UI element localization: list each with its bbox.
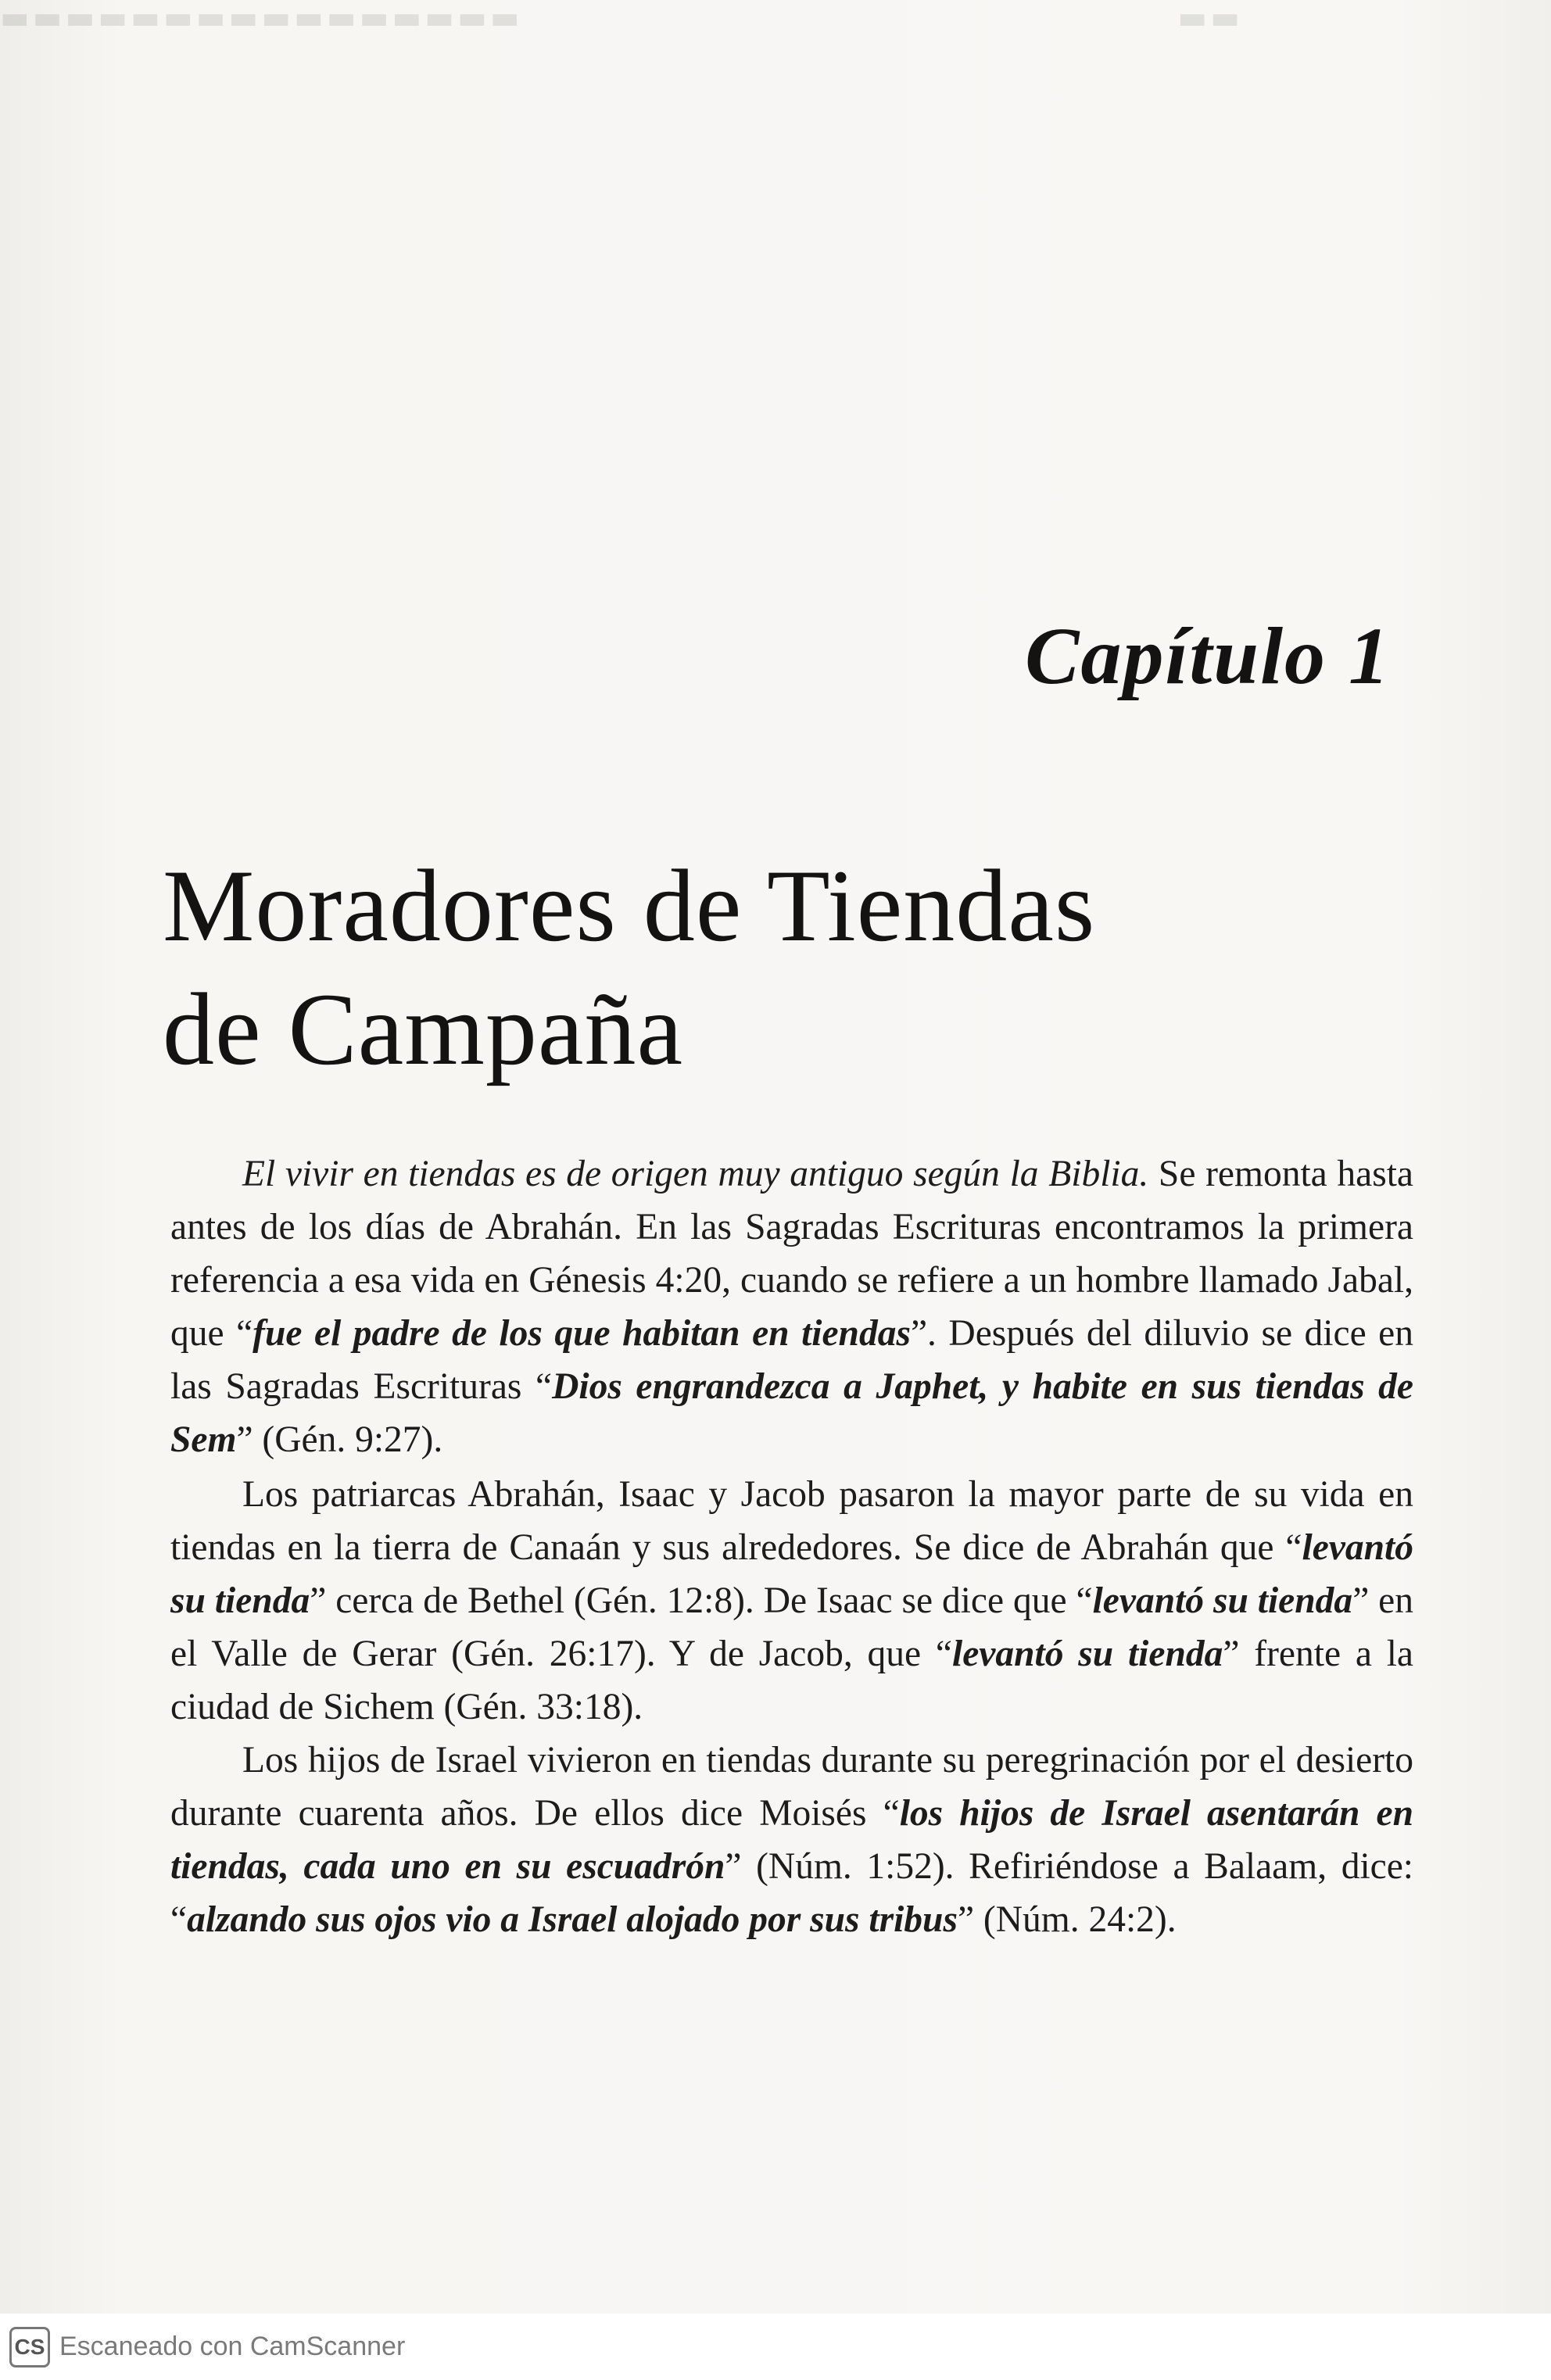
text-segment: Los hijos de Israel vivieron en tiendas durante su peregrinación por el desierto durante cuarenta años. De ellos dice Moisés “ [170,1740,1413,1834]
chapter-title-line-1: Moradores de Tiendas [163,848,1096,963]
text-segment: El vivir en tiendas es de origen muy antiguo según la Biblia. [242,1154,1149,1194]
quote-segment: levantó su tienda [1092,1580,1353,1621]
text-segment: ” cerca de Bethel (Gén. 12:8). De Isaac se dice que “ [310,1580,1093,1621]
paragraph-3 [170,1734,1413,1946]
paragraph-1 [170,1147,1413,1466]
text-segment: ”. Después del diluvio se dice en las Sagradas Escrituras “ [170,1313,1413,1407]
chapter-title [163,844,1413,1091]
text-segment: ” en el Valle de Gerar (Gén. 26:17). Y de Jacob, que “ [170,1580,1414,1674]
body-text [170,1147,1413,1946]
quote-segment: levantó su tienda [952,1634,1223,1674]
chapter-title-line-2: de Campaña [163,972,684,1086]
scanner-watermark-text: Escaneado con CamScanner [59,2332,406,2361]
paragraph-2 [170,1468,1413,1734]
text-segment: Se remonta hasta antes de los días de Abrahán. En las Sagradas Escrituras encontramos la primera referencia a esa vida en Génesis 4:20, cuando se refiere a un hombre llamado Jabal, que “ [170,1154,1413,1354]
quote-segment: alzando sus ojos vio a Israel alojado por sus tribus [187,1899,958,1940]
text-segment: ” (Núm. 24:2). [957,1899,1177,1940]
quote-segment: fue el padre de los que habitan en tiendas [253,1313,911,1354]
text-segment: ” frente a la ciudad de Sichem (Gén. 33:18). [170,1634,1413,1727]
quote-segment: levantó su tienda [170,1527,1413,1621]
camscanner-logo-icon: CS [9,2327,50,2367]
text-segment: ” (Gén. 9:27). [236,1419,443,1460]
chapter-label: Capítulo 1 [1025,611,1391,701]
quote-segment: Dios engrandezca a Japhet, y habite en sus tiendas de Sem [170,1366,1413,1460]
quote-segment: los hijos de Israel asentarán en tiendas, cada uno en su escuadrón [170,1793,1413,1887]
text-segment: Los patriarcas Abrahán, Isaac y Jacob pasaron la mayor parte de su vida en tiendas en la tierra de Canaán y sus alrededores. Se dice de Abrahán que “ [170,1474,1413,1568]
scanner-footer [0,2314,1551,2380]
text-segment: ” (Núm. 1:52). Refiriéndose a Balaam, dice: “ [170,1846,1414,1940]
show-through-header: ▬▬▬▬▬▬▬▬▬▬▬▬▬▬▬▬ ▬▬ [0,0,1243,36]
